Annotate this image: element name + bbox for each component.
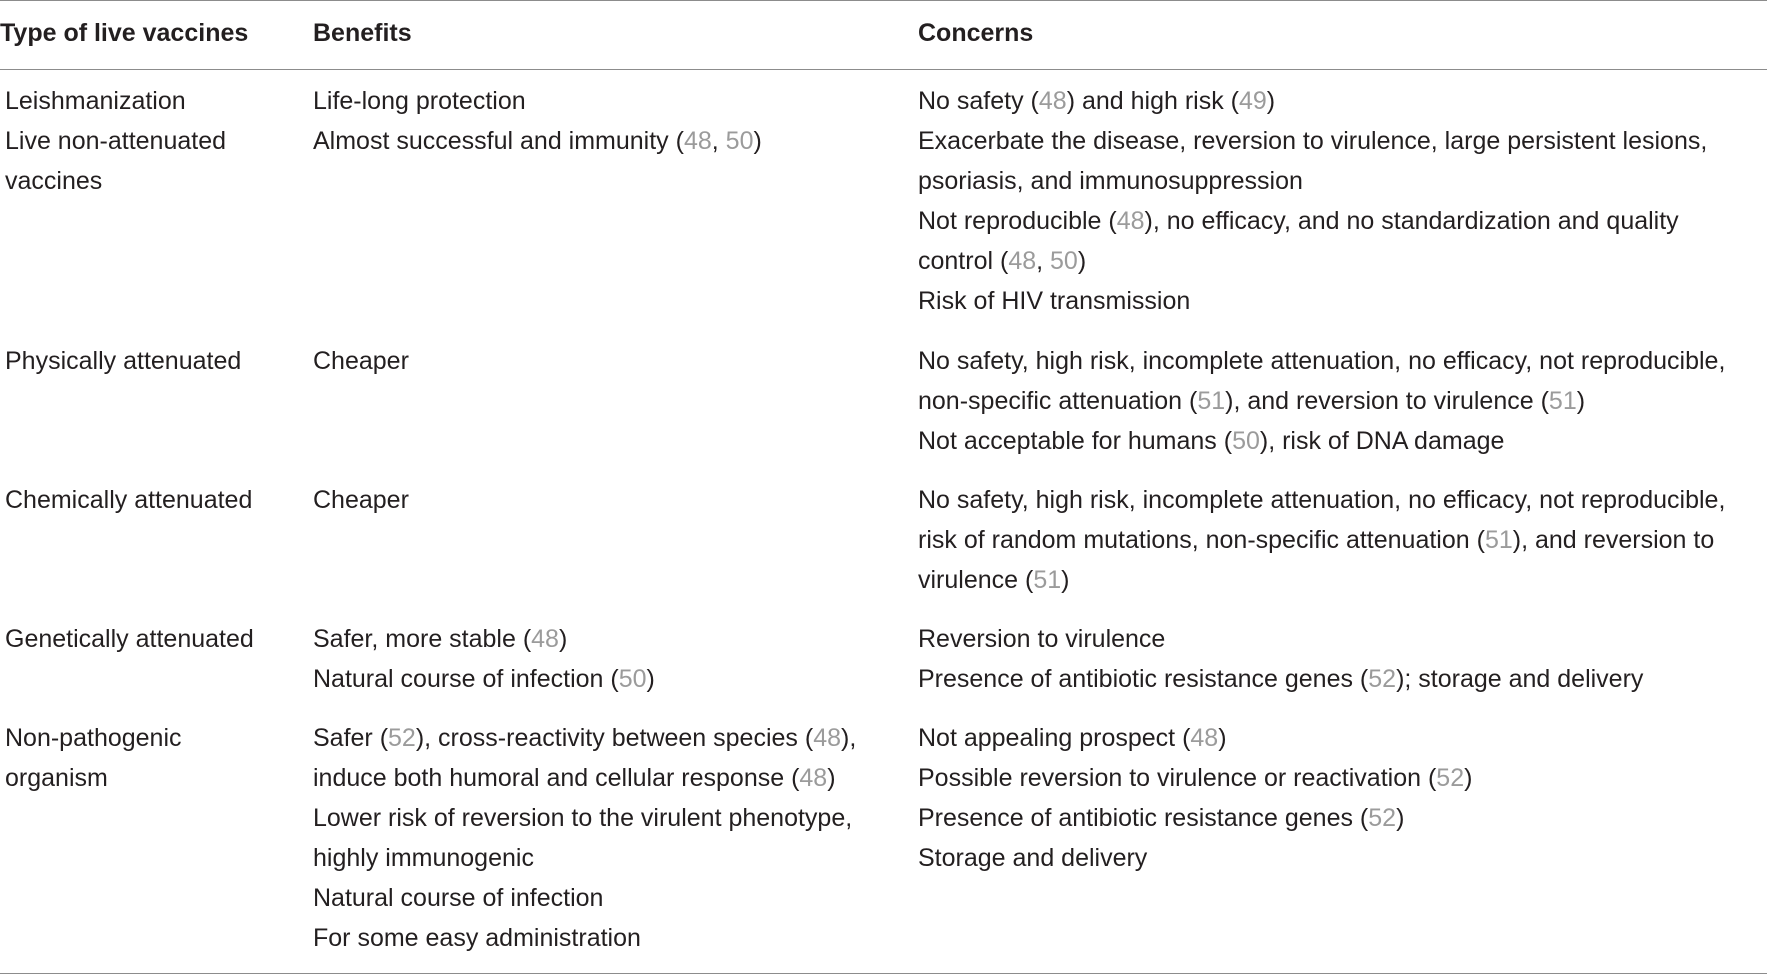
type-cell: Live non-attenuated bbox=[5, 127, 227, 155]
type-cell: Chemically attenuated bbox=[5, 486, 253, 514]
citation-ref: 52 bbox=[388, 724, 416, 752]
benefit-line: Safer (52), cross-reactivity between species (48), bbox=[313, 724, 857, 752]
concern-line: Not appealing prospect (48) bbox=[918, 724, 1227, 752]
benefit-line: Natural course of infection bbox=[313, 884, 604, 912]
citation-ref: 48 bbox=[813, 724, 842, 752]
benefit-line: induce both humoral and cellular response (48) bbox=[313, 764, 836, 792]
concern-line: Storage and delivery bbox=[918, 844, 1148, 872]
citation-ref: 52 bbox=[1436, 764, 1465, 792]
citation-ref: 49 bbox=[1238, 87, 1267, 115]
citation-ref: 48 bbox=[1116, 207, 1145, 235]
concern-line: Risk of HIV transmission bbox=[918, 287, 1191, 315]
citation-ref: 51 bbox=[1548, 387, 1577, 415]
citation-ref: 51 bbox=[1033, 566, 1062, 594]
citation-ref: 50 bbox=[725, 127, 754, 155]
type-cell: Physically attenuated bbox=[5, 347, 242, 375]
type-cell: Genetically attenuated bbox=[5, 625, 254, 653]
citation-ref: 48 bbox=[1038, 87, 1067, 115]
concern-line: Not acceptable for humans (50), risk of DNA damage bbox=[918, 427, 1505, 455]
citation-ref: 48 bbox=[1190, 724, 1219, 752]
citation-ref: 51 bbox=[1197, 387, 1226, 415]
concern-line: Possible reversion to virulence or reactivation (52) bbox=[918, 764, 1473, 792]
type-cell: vaccines bbox=[5, 167, 103, 195]
concern-line: Presence of antibiotic resistance genes (52); storage and delivery bbox=[918, 665, 1644, 693]
citation-ref: 50 bbox=[1232, 427, 1260, 455]
benefit-line: Life-long protection bbox=[313, 87, 526, 115]
citation-ref: 50 bbox=[1050, 247, 1078, 275]
benefit-line: Cheaper bbox=[313, 486, 409, 514]
header-rule bbox=[0, 69, 1767, 70]
concern-line: Presence of antibiotic resistance genes (52) bbox=[918, 804, 1405, 832]
benefit-line: Natural course of infection (50) bbox=[313, 665, 655, 693]
type-cell: Leishmanization bbox=[5, 87, 186, 115]
concern-line: No safety, high risk, incomplete attenuation, no efficacy, not reproducible, bbox=[918, 486, 1726, 514]
concern-line: Not reproducible (48), no efficacy, and no standardization and quality bbox=[918, 207, 1679, 235]
citation-ref: 50 bbox=[618, 665, 647, 693]
citation-ref: 48 bbox=[1008, 247, 1037, 275]
concern-line: non-specific attenuation (51), and reversion to virulence (51) bbox=[918, 387, 1586, 415]
table-top-rule bbox=[0, 0, 1767, 1]
type-cell: Non-pathogenic bbox=[5, 724, 182, 752]
header-concerns: Concerns bbox=[918, 19, 1034, 47]
citation-ref: 48 bbox=[683, 127, 712, 155]
citation-ref: 52 bbox=[1368, 665, 1397, 693]
benefit-line: Lower risk of reversion to the virulent phenotype, bbox=[313, 804, 853, 832]
citation-ref: 48 bbox=[799, 764, 828, 792]
concern-line: risk of random mutations, non-specific attenuation (51), and reversion to bbox=[918, 526, 1715, 554]
concern-line: psoriasis, and immunosuppression bbox=[918, 167, 1303, 195]
citation-ref: 51 bbox=[1484, 526, 1513, 554]
benefit-line: Safer, more stable (48) bbox=[313, 625, 568, 653]
concern-line: Reversion to virulence bbox=[918, 625, 1166, 653]
benefit-line: For some easy administration bbox=[313, 924, 641, 952]
citation-ref: 52 bbox=[1368, 804, 1397, 832]
concern-line: control (48, 50) bbox=[918, 247, 1087, 275]
concern-line: Exacerbate the disease, reversion to virulence, large persistent lesions, bbox=[918, 127, 1708, 155]
citation-ref: 48 bbox=[531, 625, 559, 653]
benefit-line: Almost successful and immunity (48, 50) bbox=[313, 127, 762, 155]
header-type: Type of live vaccines bbox=[0, 19, 249, 47]
header-benefits: Benefits bbox=[313, 19, 412, 47]
concern-line: No safety (48) and high risk (49) bbox=[918, 87, 1276, 115]
concern-line: virulence (51) bbox=[918, 566, 1070, 594]
type-cell: organism bbox=[5, 764, 108, 792]
benefit-line: highly immunogenic bbox=[313, 844, 534, 872]
table-bottom-rule bbox=[0, 973, 1767, 974]
concern-line: No safety, high risk, incomplete attenuation, no efficacy, not reproducible, bbox=[918, 347, 1726, 375]
benefit-line: Cheaper bbox=[313, 347, 409, 375]
